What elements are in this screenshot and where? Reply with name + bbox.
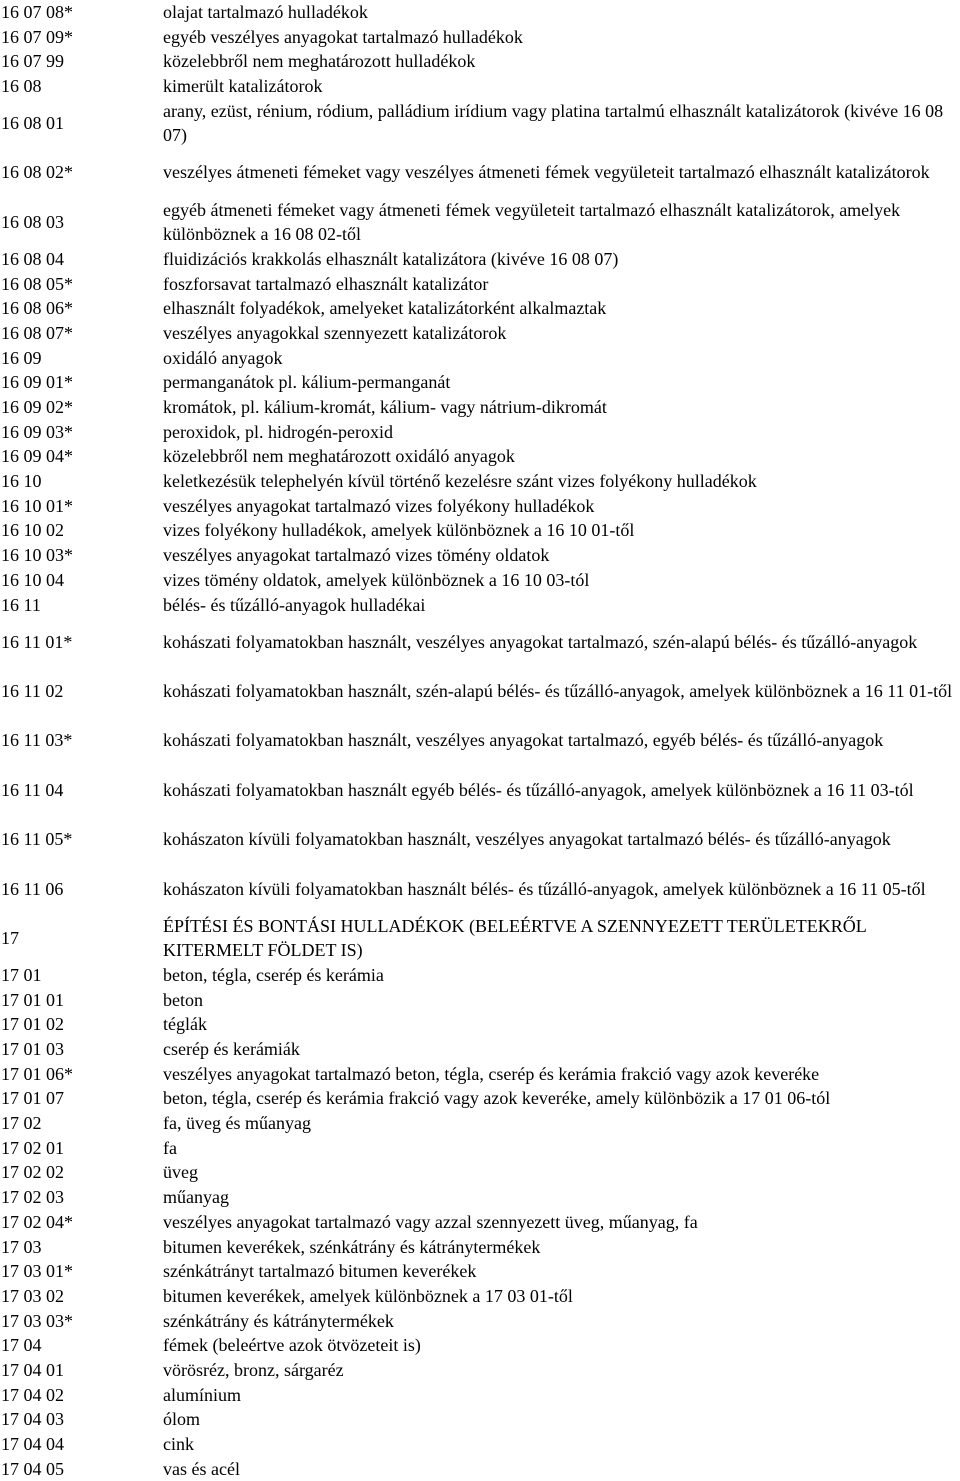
waste-code: 17 02 [1, 1113, 42, 1134]
table-row [0, 49, 960, 74]
waste-description: elhasznált folyadékok, amelyeket katalizátorként alkalmaztak [163, 298, 607, 319]
waste-description: kohászati folyamatokban használt, veszélyes anyagokat tartalmazó, egyéb bélés- és tűzálló-anyagok [163, 730, 884, 751]
waste-description: beton [163, 989, 203, 1010]
waste-code: 16 09 [1, 347, 42, 368]
waste-code: 16 08 04 [1, 248, 64, 269]
table-row [0, 963, 960, 988]
waste-description: kohászaton kívüli folyamatokban használt, veszélyes anyagokat tartalmazó bélés- és tűzálló-anyagok [163, 829, 891, 850]
waste-description: veszélyes anyagokat tartalmazó vagy azzal szennyezett üveg, műanyag, fa [163, 1211, 698, 1232]
table-row [0, 1210, 960, 1235]
waste-description: cink [163, 1434, 194, 1455]
waste-code: 17 [1, 927, 19, 948]
waste-code: 17 01 07 [1, 1088, 64, 1109]
waste-code: 17 04 01 [1, 1359, 64, 1380]
waste-description: keletkezésük telephelyén kívül történő kezelésre szánt vizes folyékony hulladékok [163, 471, 757, 492]
table-row [0, 1432, 960, 1457]
waste-code: 16 07 99 [1, 51, 64, 72]
waste-code: 17 01 01 [1, 989, 64, 1010]
table-row [0, 1136, 960, 1161]
table-row [0, 1358, 960, 1383]
waste-code: 17 02 04* [1, 1211, 73, 1232]
waste-description: fluidizációs krakkolás elhasznált katalizátora (kivéve 16 08 07) [163, 248, 619, 269]
table-row [0, 1407, 960, 1432]
waste-code: 16 09 04* [1, 446, 73, 467]
table-row [0, 1383, 960, 1408]
waste-code: 17 03 03* [1, 1310, 73, 1331]
table-row [0, 518, 960, 543]
table-row [0, 395, 960, 420]
table-row [0, 1259, 960, 1284]
waste-code: 16 11 01* [1, 631, 73, 652]
waste-code: 16 11 02 [1, 680, 64, 701]
waste-description: közelebbről nem meghatározott oxidáló anyagok [163, 446, 515, 467]
waste-code: 16 08 02* [1, 162, 73, 183]
waste-description: egyéb átmeneti fémeket vagy átmeneti fémek vegyületeit tartalmazó elhasznált katalizátorok, amelyek különböznek a 16 08 02-től [163, 199, 901, 245]
table-row [0, 815, 960, 864]
waste-code: 17 02 01 [1, 1137, 64, 1158]
waste-code: 16 10 01* [1, 495, 73, 516]
table-row [0, 543, 960, 568]
waste-code: 16 11 03* [1, 730, 73, 751]
waste-code: 16 08 03 [1, 211, 64, 232]
waste-code: 16 10 [1, 471, 42, 492]
waste-code: 16 09 02* [1, 397, 73, 418]
table-row [0, 617, 960, 666]
table-row [0, 74, 960, 99]
table-row [0, 1333, 960, 1358]
table-row [0, 420, 960, 445]
table-row [0, 1160, 960, 1185]
waste-code: 16 08 [1, 76, 42, 97]
waste-description: arany, ezüst, rénium, ródium, palládium irídium vagy platina tartalmú elhasznált katalizátorok (kivéve 16 08 07) [163, 100, 944, 146]
waste-code: 16 07 09* [1, 26, 73, 47]
table-row [0, 272, 960, 297]
table-row [0, 321, 960, 346]
waste-code: 16 11 [1, 594, 41, 615]
waste-description: bitumen keverékek, szénkátrány és kátránytermékek [163, 1236, 541, 1257]
waste-description: ólom [163, 1409, 201, 1430]
waste-description: fa, üveg és műanyag [163, 1113, 311, 1134]
waste-description: kohászati folyamatokban használt egyéb bélés- és tűzálló-anyagok, amelyek különböznek a 16 11 03-tól [163, 779, 914, 800]
table-row [0, 444, 960, 469]
waste-code: 17 03 02 [1, 1285, 64, 1306]
waste-code: 16 08 06* [1, 298, 73, 319]
table-row [0, 1284, 960, 1309]
waste-description: veszélyes anyagokat tartalmazó vizes tömény oldatok [163, 545, 550, 566]
waste-code: 17 03 01* [1, 1261, 73, 1282]
waste-description: permanganátok pl. kálium-permanganát [163, 372, 451, 393]
waste-code: 16 10 02 [1, 520, 64, 541]
table-row [0, 1086, 960, 1111]
waste-description: beton, tégla, cserép és kerámia [163, 964, 384, 985]
waste-description: veszélyes átmeneti fémeket vagy veszélyes átmeneti fémek vegyületeit tartalmazó elhasznált katalizátorok [163, 162, 930, 183]
waste-description: fa [163, 1137, 177, 1158]
table-row [0, 1309, 960, 1334]
table-row [0, 1062, 960, 1087]
waste-description: kohászaton kívüli folyamatokban használt bélés- és tűzálló-anyagok, amelyek különböznek a 16 11 05-től [163, 878, 926, 899]
table-row [0, 1185, 960, 1210]
table-row [0, 988, 960, 1013]
waste-code: 17 02 02 [1, 1162, 64, 1183]
table-row [0, 0, 960, 25]
waste-description: szénkátrány és kátránytermékek [163, 1310, 394, 1331]
waste-code: 16 08 07* [1, 322, 73, 343]
waste-code: 16 11 06 [1, 878, 64, 899]
waste-code: 17 04 04 [1, 1434, 64, 1455]
waste-code: 16 08 05* [1, 273, 73, 294]
waste-description: foszforsavat tartalmazó elhasznált katalizátor [163, 273, 489, 294]
waste-description: bitumen keverékek, amelyek különböznek a 17 03 01-től [163, 1285, 573, 1306]
waste-description: bélés- és tűzálló-anyagok hulladékai [163, 594, 426, 615]
waste-description: cserép és kerámiák [163, 1039, 300, 1060]
table-row [0, 716, 960, 765]
waste-code: 16 09 03* [1, 421, 73, 442]
table-row [0, 1012, 960, 1037]
waste-code: 16 11 04 [1, 779, 64, 800]
waste-description: veszélyes anyagokat tartalmazó vizes folyékony hulladékok [163, 495, 595, 516]
table-row [0, 247, 960, 272]
waste-description: oxidáló anyagok [163, 347, 283, 368]
waste-description: veszélyes anyagokat tartalmazó beton, tégla, cserép és kerámia frakció vagy azok keveréke [163, 1063, 820, 1084]
waste-code: 17 04 05 [1, 1458, 64, 1479]
table-row [0, 370, 960, 395]
waste-code: 16 11 05* [1, 829, 73, 850]
table-row [0, 1111, 960, 1136]
table-row [0, 568, 960, 593]
waste-code: 17 04 03 [1, 1409, 64, 1430]
waste-code: 16 10 03* [1, 545, 73, 566]
table-row [0, 765, 960, 814]
table-row [0, 469, 960, 494]
waste-description: fémek (beleértve azok ötvözeteit is) [163, 1335, 421, 1356]
waste-description: olajat tartalmazó hulladékok [163, 2, 368, 22]
waste-description: kohászati folyamatokban használt, veszélyes anyagokat tartalmazó, szén-alapú bélés- és tűzálló-anyagok [163, 631, 918, 652]
waste-description: ÉPÍTÉSI ÉS BONTÁSI HULLADÉKOK (BELEÉRTVE A SZENNYEZETT TERÜLETEKRŐL KITERMELT FÖLDET IS) [163, 915, 867, 961]
waste-code: 17 02 03 [1, 1187, 64, 1208]
waste-description: egyéb veszélyes anyagokat tartalmazó hulladékok [163, 26, 523, 47]
waste-code: 16 07 08* [1, 2, 73, 22]
table-row [0, 1235, 960, 1260]
table-row [0, 914, 960, 963]
waste-code: 17 01 06* [1, 1063, 73, 1084]
waste-description: kohászati folyamatokban használt, szén-alapú bélés- és tűzálló-anyagok, amelyek különböznek a 16 11 01-től [163, 680, 953, 701]
waste-code: 17 01 [1, 964, 42, 985]
table-row [0, 864, 960, 913]
waste-description: szénkátrányt tartalmazó bitumen keverékek [163, 1261, 477, 1282]
table-row [0, 346, 960, 371]
table-row [0, 494, 960, 519]
table-row [0, 148, 960, 197]
waste-code: 17 01 02 [1, 1014, 64, 1035]
waste-description: műanyag [163, 1187, 229, 1208]
waste-description: közelebbről nem meghatározott hulladékok [163, 51, 476, 72]
waste-description: peroxidok, pl. hidrogén-peroxid [163, 421, 393, 442]
waste-description: vas és acél [163, 1458, 240, 1479]
waste-code: 17 01 03 [1, 1039, 64, 1060]
table-row [0, 1457, 960, 1481]
waste-description: beton, tégla, cserép és kerámia frakció vagy azok keveréke, amely különbözik a 17 01 06-tól [163, 1088, 831, 1109]
waste-code: 17 04 [1, 1335, 42, 1356]
waste-description: vizes folyékony hulladékok, amelyek különböznek a 16 10 01-től [163, 520, 635, 541]
waste-description: kromátok, pl. kálium-kromát, kálium- vagy nátrium-dikromát [163, 397, 607, 418]
waste-code: 17 04 02 [1, 1384, 64, 1405]
waste-description: alumínium [163, 1384, 241, 1405]
table-row [0, 593, 960, 618]
waste-code: 16 08 01 [1, 113, 64, 134]
table-row [0, 667, 960, 716]
waste-description: téglák [163, 1014, 207, 1035]
waste-description: üveg [163, 1162, 198, 1183]
waste-description: kimerült katalizátorok [163, 76, 323, 97]
waste-code: 16 09 01* [1, 372, 73, 393]
waste-description: veszélyes anyagokkal szennyezett katalizátorok [163, 322, 507, 343]
table-row [0, 1037, 960, 1062]
table-row [0, 296, 960, 321]
waste-description: vizes tömény oldatok, amelyek különböznek a 16 10 03-tól [163, 569, 590, 590]
table-row [0, 99, 960, 148]
table-row [0, 198, 960, 247]
waste-description: vörösréz, bronz, sárgaréz [163, 1359, 344, 1380]
waste-code: 16 10 04 [1, 569, 64, 590]
waste-code: 17 03 [1, 1236, 42, 1257]
table-row [0, 25, 960, 50]
